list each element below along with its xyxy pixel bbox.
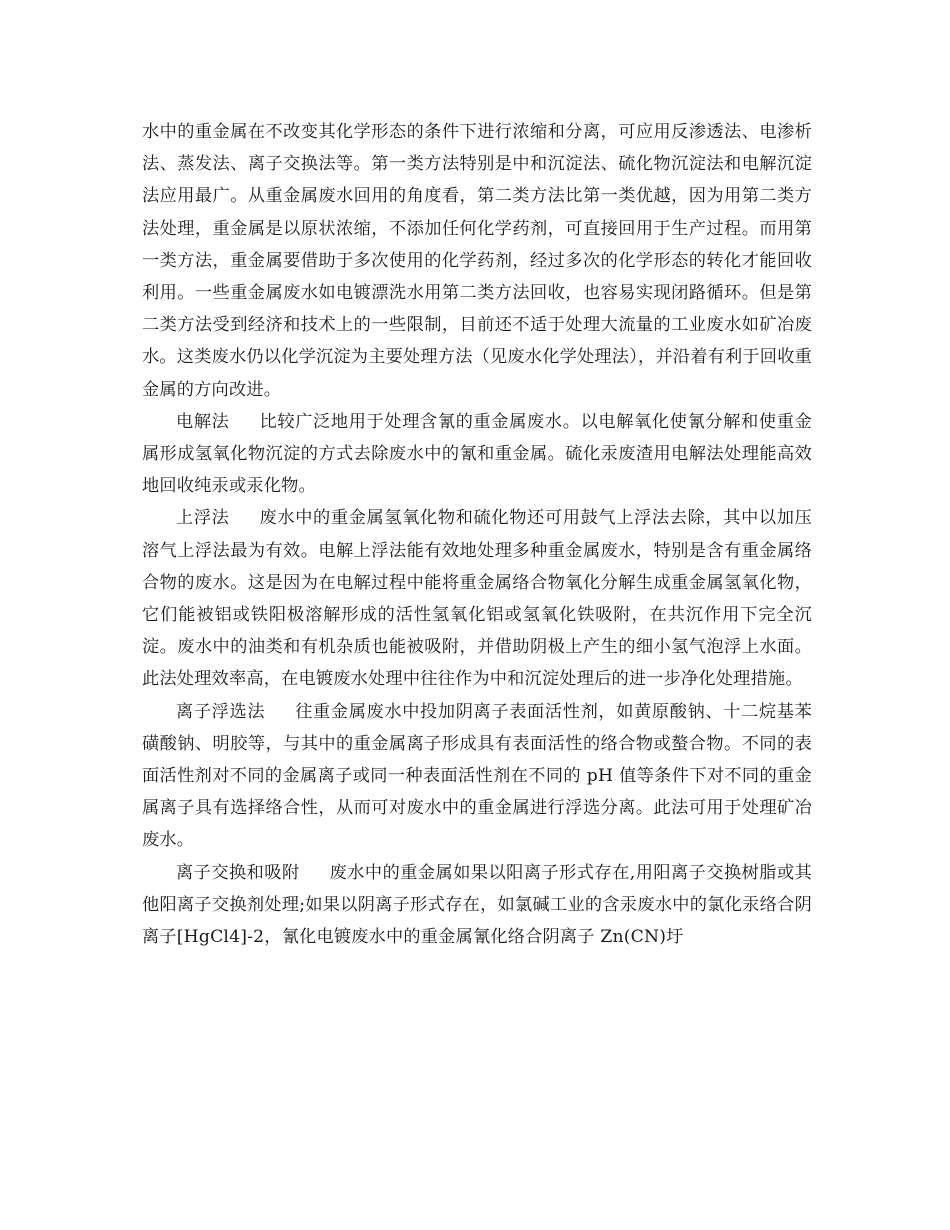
paragraph-text: 废水中的重金属氢氧化物和硫化物还可用鼓气上浮法去除，其中以加压溶气上浮法最为有效。电解上浮法能有效地处理多种重金属废水，特别是含有重金属络合物的废水。这是因为在电解过程中能将重金属络合物氧化分解生成重金属氢氧化物，它们能被铝或铁阳极溶解形成的活性氢氧化铝或氢氧化铁吸附，在共沉作用下完全沉淀。废水中的油类和有机杂质也能被吸附，并借助阴极上产生的细小氢气泡浮上水面。此法处理效率高，在电镀废水处理中往往作为中和沉淀处理后的进一步净化处理措施。 [142,508,812,690]
section-term: 离子浮选法 [176,701,266,722]
paragraph-text: 水中的重金属在不改变其化学形态的条件下进行浓缩和分离，可应用反渗透法、电渗析法、蒸发法、离子交换法等。第一类方法特别是中和沉淀法、硫化物沉淀法和电解沉淀法应用最广。从重金属废水回用的角度看，第二类方法比第一类优越，因为用第二类方法处理，重金属是以原状浓缩，不添加任何化学药剂，可直接回用于生产过程。而用第一类方法，重金属要借助于多次使用的化学药剂，经过多次的化学形态的转化才能回收利用。一些重金属废水如电镀漂洗水用第二类方法回收，也容易实现闭路循环。但是第二类方法受到经济和技术上的一些限制，目前还不适于处理大流量的工业废水如矿冶废水。这类废水仍以化学沉淀为主要处理方法（见废水化学处理法），并沿着有利于回收重金属的方向改进。 [142,122,812,400]
paragraph-text: 往重金属废水中投加阴离子表面活性剂，如黄原酸钠、十二烷基苯磺酸钠、明胶等，与其中的重金属离子形成具有表面活性的络合物或螯合物。不同的表面活性剂对不同的金属离子或同一种表面活性剂在不同的 pH 值等条件下对不同的重金属离子具有选择络合性，从而可对废水中的重金属进行浮选分离。此法可用于处理矿冶废水。 [142,701,812,851]
paragraph-ion-exchange [142,857,812,954]
document-page [142,116,812,953]
paragraph-continuation [142,116,812,406]
paragraph-ion-flotation [142,696,812,857]
paragraph-flotation [142,502,812,695]
paragraph-text: 比较广泛地用于处理含氰的重金属废水。以电解氧化使氰分解和使重金属形成氢氧化物沉淀的方式去除废水中的氰和重金属。硫化汞废渣用电解法处理能高效地回收纯汞或汞化物。 [142,411,812,497]
section-term: 离子交换和吸附 [176,862,300,883]
paragraph-electrolysis [142,406,812,503]
section-term: 电解法 [176,411,230,432]
paragraph-text: 废水中的重金属如果以阳离子形式存在,用阳离子交换树脂或其他阳离子交换剂处理;如果以阴离子形式存在，如氯碱工业的含汞废水中的氯化汞络合阴离子[HgCl4]-2，氰化电镀废水中的重金属氰化络合阴离子 Zn(CN)圩 [142,862,812,948]
section-term: 上浮法 [176,508,230,529]
